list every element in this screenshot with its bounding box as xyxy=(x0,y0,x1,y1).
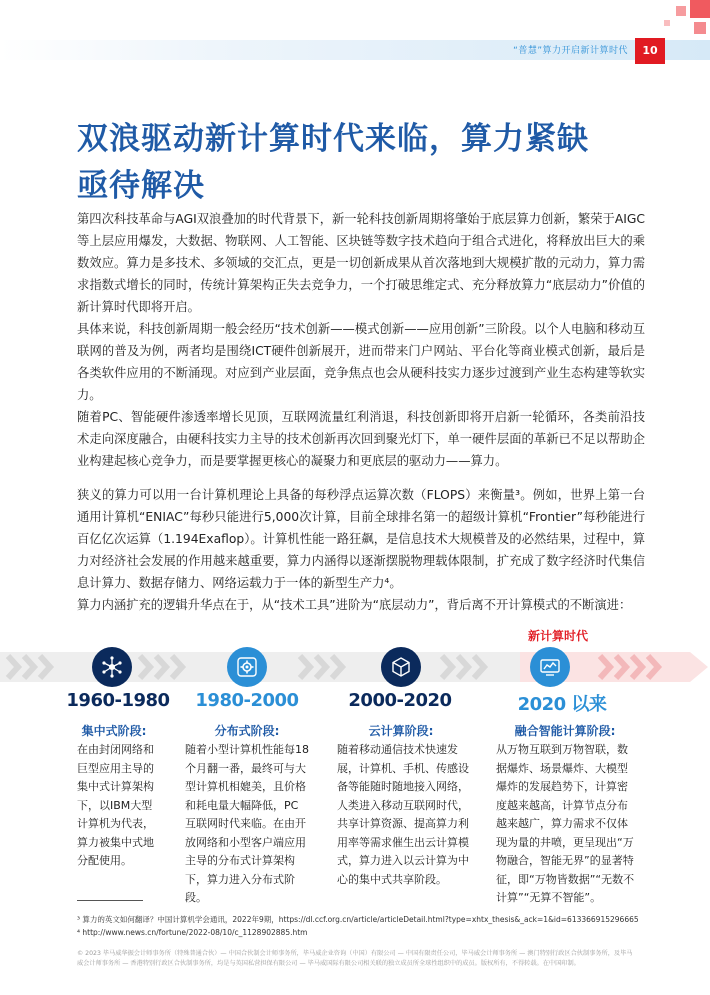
page-number: 10 xyxy=(635,38,665,64)
gear-chip-icon xyxy=(227,647,267,687)
paragraph-3: 随着PC、智能硬件渗透率增长见顶，互联网流量红利消退，科技创新即将开启新一轮循环，各类前沿技术走向深度融合，由硬科技实力主导的技术创新再次回到聚光灯下，单一硬件层面的革新已不足以帮助企业构建起核心竞争力，而是要掌握更核心的凝聚力和更底层的驱动力——算力。 xyxy=(77,410,645,468)
page-title-line1: 双浪驱动新计算时代来临，算力紧缺 xyxy=(77,121,589,157)
stage-desc-1: 在由封闭网络和巨型应用主导的集中式计算架构下，以IBM大型计算机为代表，算力被集中式地分配使用。 xyxy=(77,743,154,867)
paragraph-2: 具体来说，科技创新周期一般会经历“技术创新——模式创新——应用创新”三阶段。以个人电脑和移动互联网的普及为例，两者均是围绕ICT硬件创新展开，进而带来门户网站、平台化等商业模式创新，最后是各类软件应用的不断涌现。对应到产业层面，竞争焦点也会从硬科技实力逐步过渡到产业生态构建等软实力。 xyxy=(77,322,645,402)
stage-year-2: 1980-2000 xyxy=(195,690,299,711)
stage-year-4: 2020 以来 xyxy=(517,694,607,715)
footnote-4: ⁴ http://www.news.cn/fortune/2022-08/10/c_1128902885.htm xyxy=(77,928,308,937)
stage-name-2: 分布式阶段: xyxy=(214,724,280,738)
stage-year-3: 2000-2020 xyxy=(348,690,452,711)
stage-name-3: 云计算阶段: xyxy=(368,724,434,738)
paragraph-1: 第四次科技革命与AGI双浪叠加的时代背景下，新一轮科技创新周期将肇始于底层算力创新，繁荣于AIGC等上层应用爆发，大数据、物联网、人工智能、区块链等数字技术趋向于组合式进化，将释放出巨大的乘数效应。算力是多技术、多领域的交汇点，更是一切创新成果从首次落地到大规模扩散的元动力，算力需求指数式增长的同时，传统计算架构正失去竞争力，一个打破思维定式、充分释放算力“底层动力”价值的新计算时代即将开启。 xyxy=(77,212,645,314)
stage-name-4: 融合智能计算阶段: xyxy=(514,724,616,738)
new-era-label: 新计算时代 xyxy=(528,629,589,643)
stage-desc-2: 随着小型计算机性能每18个月翻一番，最终可与大型计算机相媲美，且价格和耗电量大幅降低，PC互联网时代来临。在由开放网络和小型客户端应用主导的分布式计算架构下，算力进入分布式阶段。 xyxy=(185,743,309,904)
stage-desc-4: 从万物互联到万物智联，数据爆炸、场景爆炸、大模型爆炸的发展趋势下，计算密度越来越高，计算节点分布越来越广，算力需求不仅体现为量的井喷，更呈现出“万物融合，智能无界”的显著特征，即“万物皆数据”“无数不计算”“无算不智能”。 xyxy=(496,743,635,904)
stage-desc-3: 随着移动通信技术快速发展，计算机、手机、传感设备等能随时随地接入网络，人类进入移动互联网时代，共享计算资源、提高算力利用率等需求催生出云计算模式，算力进入以云计算为中心的集中式共享阶段。 xyxy=(337,743,469,886)
section-title: “普慧”算力开启新计算时代 xyxy=(513,46,628,56)
paragraph-4: 狭义的算力可以用一台计算机理论上具备的每秒浮点运算次数（FLOPS）来衡量³。例如，世界上第一台通用计算机“ENIAC”每秒只能进行5,000次计算，目前全球排名第一的超级计算机“Frontier”每秒能进行百亿亿次运算（1.194Exaflop）。计算机性能一路狂飙，是信息技术大规模普及的必然结果，过程中，算力对经济社会发展的作用越来越重要，算力内涵得以逐渐摆脱物理载体限制，扩充成了数字经济时代集信息计算力、数据存储力、网络运载力于一体的新型生产力⁴。 xyxy=(77,488,645,590)
page-title xyxy=(77,116,677,210)
stage-year-1: 1960-1980 xyxy=(66,690,170,711)
footnote-3: ³ 算力的英文如何翻译？中国计算机学会通讯，2022年9期，https://dl.ccf.org.cn/article/articleDetail.html?type=xhtx_thesis&_ack=1&id=6133669152966​65 xyxy=(77,915,639,924)
cloud-box-icon xyxy=(381,647,421,687)
corner-decoration xyxy=(650,0,710,40)
copyright-disclaimer: © 2023 毕马威华振会计师事务所（特殊普通合伙）— 中国合伙制会计师事务所，毕马威企业咨询（中国）有限公司 — 中国有限责任公司，毕马威会计师事务所 — 澳门特别行政区合伙制事务所，及毕马威会计师事务所 — 香港特别行政区合伙制事务所，均是与英国私营担保有限公司 — 毕马威国际有限公司相关联的独立成员所全球性组织中的成员。版权所有，不得转载。在中国印制。 xyxy=(77,950,633,967)
smart-dashboard-icon xyxy=(530,647,570,687)
footnote-divider xyxy=(77,900,143,901)
page-title-line2: 亟待解决 xyxy=(77,168,205,204)
stage-name-1: 集中式阶段: xyxy=(81,724,147,738)
paragraph-5: 算力内涵扩充的逻辑升华点在于，从“技术工具”进阶为“底层动力”，背后离不开计算模式的不断演进： xyxy=(77,598,632,612)
network-nodes-icon xyxy=(92,647,132,687)
